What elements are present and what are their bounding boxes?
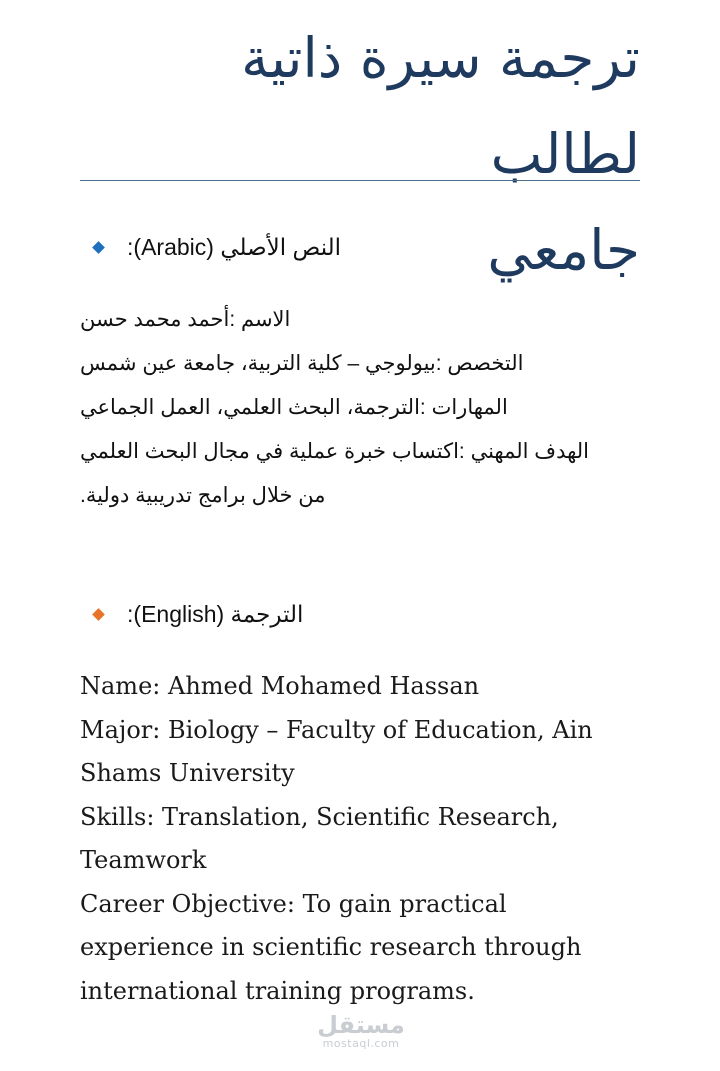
arabic-line-major: التخصص :بيولوجي – كلية التربية، جامعة عين شمس: [80, 352, 524, 375]
arabic-line-objective-cont: من خلال برامج تدريبية دولية.: [80, 484, 326, 507]
title-line-2: جامعي: [487, 218, 640, 282]
title-line-1: ترجمة سيرة ذاتية لطالب: [241, 26, 640, 186]
english-line-name: Name: Ahmed Mohamed Hassan: [80, 672, 480, 700]
arabic-line-objective: الهدف المهني :اكتساب خبرة عملية في مجال البحث العلمي: [80, 440, 590, 463]
mostaql-logo: مستقل: [317, 1011, 405, 1039]
title-divider: [80, 180, 640, 181]
english-heading-text: الترجمة (English):: [127, 600, 304, 627]
english-line-skills: Skills: Translation, Scientific Research, Teamwork: [80, 802, 559, 874]
arabic-heading-text: النص الأصلي (Arabic):: [127, 233, 342, 260]
mostaql-url: mostaql.com: [322, 1037, 400, 1050]
english-section-heading: [94, 596, 303, 632]
mostaql-watermark: [316, 1012, 406, 1050]
english-line-major: Major: Biology – Faculty of Education, Ain Shams University: [80, 715, 593, 787]
arabic-line-name: الاسم :أحمد محمد حسن: [80, 308, 291, 331]
blue-diamond-bullet-icon: [92, 241, 105, 254]
arabic-line-skills: المهارات :الترجمة، البحث العلمي، العمل الجماعي: [80, 396, 508, 419]
arabic-original-text: [80, 298, 640, 518]
orange-diamond-bullet-icon: [92, 608, 105, 621]
english-translation-text: [80, 665, 640, 1013]
arabic-section-heading: [94, 229, 341, 265]
english-line-objective: Career Objective: To gain practical experience in scientific research through international training programs.: [80, 889, 582, 1005]
